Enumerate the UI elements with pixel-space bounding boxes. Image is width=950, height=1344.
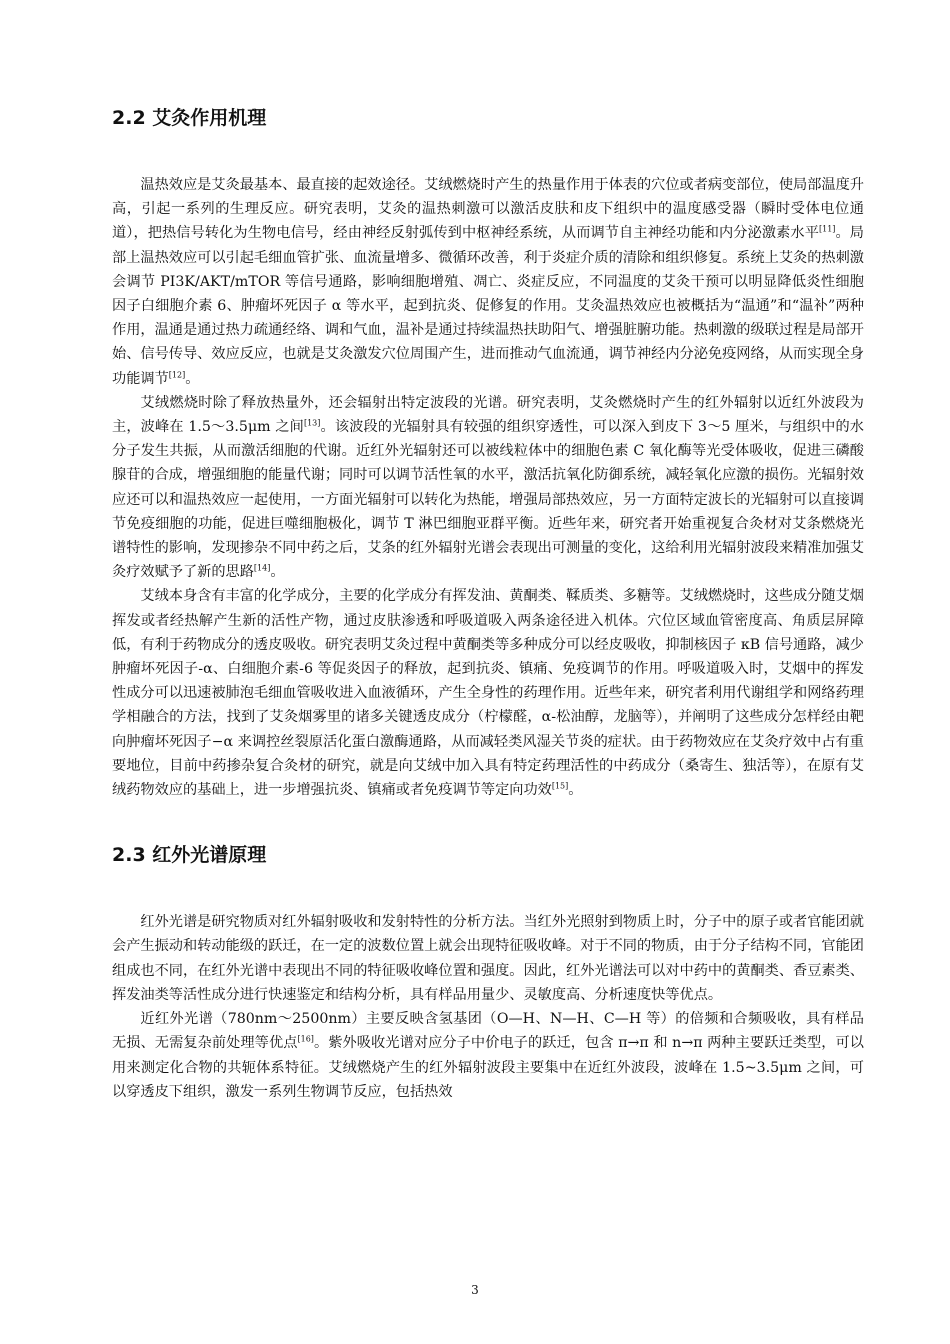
paragraph-text: 红外光谱是研究物质对红外辐射吸收和发射特性的分析方法。当红外光照射到物质上时，分子中的原子或者官能团就会产生振动和转动能级的跃迁，在一定的波数位置上就会出现特征吸收峰。对于不同的物质，由于分子结构不同，官能团组成也不同，在红外光谱中表现出不同的特征吸收峰位置和强度。因此，红外光谱法可以对中药中的黄酮类、香豆素类、挥发油类等活性成分进行快速鉴定和结构分析，具有样品用量少、灵敏度高、分析速度快等优点。 [112,914,864,1003]
paragraph-text: 温热效应是艾灸最基本、最直接的起效途径。艾绒燃烧时产生的热量作用于体表的穴位或者病变部位，使局部温度升高，引起一系列的生理反应。研究表明，艾灸的温热刺激可以激活皮肤和皮下组织中的温度感受器（瞬时受体电位通道），把热信号转化为生物电信号，经由神经反射弧传到中枢神经系统，从而调节自主神经功能和内分泌激素水平 [112,177,864,242]
page-number: 3 [471,1283,479,1297]
paragraph [112,173,864,391]
paragraph-text: 。该波段的光辐射具有较强的组织穿透性，可以深入到皮下 3～5 厘米，与组织中的水分子发生共振，从而激活细胞的代谢。近红外光辐射还可以被线粒体中的细胞色素 C 氧化酶等光受体吸收，促进三磷酸腺苷的合成，增强细胞的能量代谢；同时可以调节活性氧的水平，激活抗氧化防御系统，减轻氧化应激的损伤。光辐射效应还可以和温热效应一起使用，一方面光辐射可以转化为热能，增强局部热效应，另一方面特定波长的光辐射可以直接调节免疫细胞的功能，促进巨噬细胞极化，调节 T 淋巴细胞亚群平衡。近些年来，研究者开始重视复合灸材对艾条燃烧光谱特性的影响，发现掺杂不同中药之后，艾条的红外辐射光谱会表现出可测量的变化，这给利用光辐射波段来精准加强艾灸疗效赋予了新的思路 [112,419,864,581]
citation-ref: [12] [168,369,186,379]
paragraph-text: 艾绒本身含有丰富的化学成分，主要的化学成分有挥发油、黄酮类、鞣质类、多糖等。艾绒燃烧时，这些成分随艾烟挥发或者经热解产生新的活性产物，通过皮肤渗透和呼吸道吸入两条途径进入机体。穴位区域血管密度高、角质层屏障低，有利于药物成分的透皮吸收。研究表明艾灸过程中黄酮类等多种成分可以经皮吸收，抑制核因子 κB 信号通路，减少肿瘤坏死因子-α、白细胞介素-6 等促炎因子的释放，起到抗炎、镇痛、免疫调节的作用。呼吸道吸入时，艾烟中的挥发性成分可以迅速被肺泡毛细血管吸收进入血液循环，产生全身性的药理作用。近些年来，研究者利用代谢组学和网络药理学相融合的方法，找到了艾灸烟雾里的诸多关键透皮成分（柠檬醛，α-松油醇，龙脑等），并阐明了这些成分怎样经由靶向肿瘤坏死因子−α 来调控丝裂原活化蛋白激酶通路，从而减轻类风湿关节炎的症状。由于药物效应在艾灸疗效中占有重要地位，目前中药掺杂复合灸材的研究，就是向艾绒中加入具有特定药理活性的中药成分（桑寄生、独活等），在原有艾绒药物效应的基础上，进一步增强抗炎、镇痛或者免疫调节等定向功效 [112,588,864,799]
paragraph-text: 。 [185,370,200,387]
citation-ref: [14] [253,563,271,573]
section-heading-2-2: 2.2 艾灸作用机理 [112,107,267,129]
paragraph-text: 。 [568,782,583,799]
paragraph [112,910,864,1007]
paragraph [112,391,864,585]
citation-ref: [11] [819,224,836,234]
citation-ref: [15] [551,781,569,791]
paragraph [112,584,864,802]
paragraph-text: 艾绒燃烧时除了释放热量外，还会辐射出特定波段的光谱。研究表明，艾灸燃烧时产生的红外辐射以近红外波段为主，波峰在 1.5～3.5μm 之间 [112,394,864,436]
paragraph-text: 。紫外吸收光谱对应分子中价电子的跃迁，包含 π→π 和 n→π 两种主要跃迁类型，可以用来测定化合物的共轭体系特征。艾绒燃烧产生的红外辐射波段主要集中在近红外波段，波峰在 1.5~3.5μm 之间，可以穿透皮下组织，激发一系列生物调节反应，包括热效 [112,1035,864,1100]
section-heading-2-3: 2.3 红外光谱原理 [112,844,267,867]
citation-ref: [16] [297,1034,314,1044]
paragraph-text: 。 [270,564,285,581]
paragraph-text: 。局部上温热效应可以引起毛细血管扩张、血流量增多、微循环改善，利于炎症介质的清除和组织修复。系统上艾灸的热刺激会调节 PI3K/AKT/mTOR 等信号通路，影响细胞增殖、凋亡、炎症反应，不同温度的艾灸干预可以明显降低炎性细胞因子白细胞介素 6、肿瘤坏死因子 α 等水平，起到抗炎、促修复的作用。艾灸温热效应也被概括为“温通”和“温补”两种作用，温通是通过热力疏通经络、调和气血，温补是通过持续温热扶助阳气、增强脏腑功能。热刺激的级联过程是局部开始、信号传导、效应反应，也就是艾灸激发穴位周围产生，进而推动气血流通，调节神经内分泌免疫网络，从而实现全身功能调节 [112,225,864,387]
paragraph [112,1007,864,1104]
paragraph-text: 近红外光谱（780nm～2500nm）主要反映含氢基团（O—H、N—H、C—H 等）的倍频和合频吸收，具有样品无损、无需复杂前处理等优点 [112,1011,864,1052]
citation-ref: [13] [303,418,321,428]
